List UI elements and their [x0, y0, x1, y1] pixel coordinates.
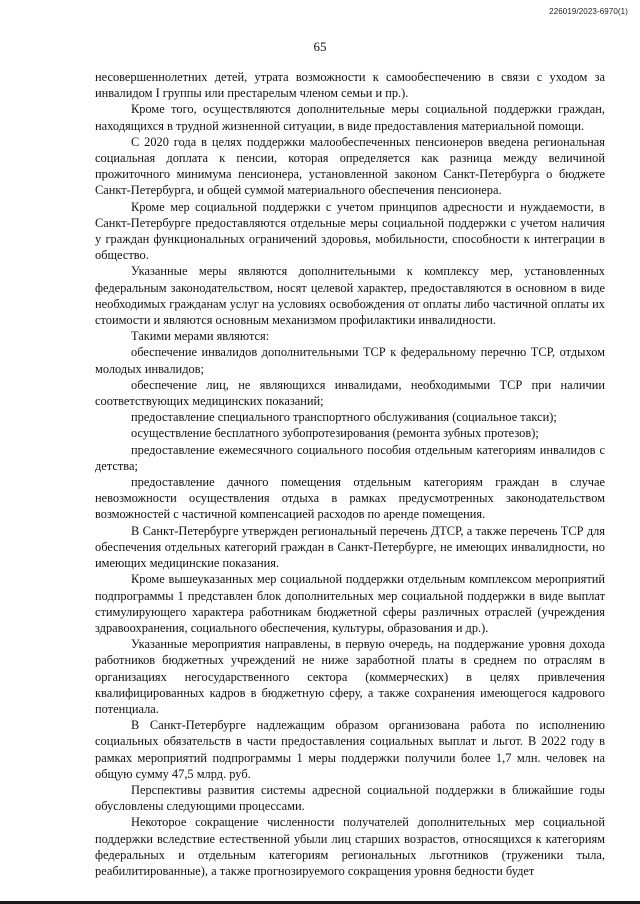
list-item-tsr-disabled: обеспечение инвалидов дополнительными ТСР к федеральному перечню ТСР, отдыхом молодых инвалидов;: [95, 345, 605, 376]
page-number: 65: [313, 39, 327, 54]
list-item-dental: осуществление бесплатного зубопротезирования (ремонта зубных протезов);: [131, 426, 539, 441]
list-item-monthly-allowance: предоставление ежемесячного социального пособия отдельным категориям инвалидов с детства;: [95, 442, 605, 473]
paragraph-measures-intro: Такими мерами являются:: [131, 329, 270, 344]
paragraph-recipient-reduction: Некоторое сокращение численности получателей дополнительных мер социальной поддержки вследствие естественной убыли лиц старших возрастов, относящихся к категориям федеральных и отдельным категориям региональных льготников (труженики тыла, реабилитированные), а также прогнозируемого сокращения уровня бедности будет: [95, 815, 605, 878]
paragraph-regional-list: В Санкт-Петербурге утвержден региональный перечень ДТСР, а также перечень ТСР для обеспечения отдельных категорий граждан в Санкт-Петербурге, не имеющих инвалидности, но имеющих медицинские показания.: [95, 523, 605, 571]
paragraph-income-support: Указанные мероприятия направлены, в первую очередь, на поддержание уровня дохода работников бюджетных учреждений не ниже заработной платы в среднем по отраслям в организациях негосударственного сектора (коммерческих) в целях привлечения квалифицированных кадров в бюджетную сферу, а также сохранения имеющегося кадрового потенциала.: [95, 637, 605, 716]
list-item-country-house: предоставление дачного помещения отдельным категориям граждан в случае невозможности осуществления отдыха в рамках предусмотренных законодательством возможностей с частичной компенсацией расходов по аренде помещения.: [95, 475, 605, 522]
paragraph-crisis-support: Кроме того, осуществляются дополнительные меры социальной поддержки граждан, находящихся в трудной жизненной ситуации, в виде предоставления материальной помощи.: [95, 102, 605, 133]
document-body: [95, 69, 605, 879]
registration-stamp: 226019/2023-6970(1): [549, 7, 628, 16]
paragraph-additional-measures: Указанные меры являются дополнительными к комплексу мер, установленных федеральным законодательством, носят целевой характер, предоставляются в основном в виде необходимых гражданам услуг на условиях освобождения от оплаты либо частичной оплаты их стоимости и являются основным механизмом профилактики инвалидности.: [95, 264, 605, 328]
paragraph-continuation: несовершеннолетних детей, утрата возможности к самообеспечению в связи с уходом за инвалидом I группы или престарелым членом семьи и пр.).: [95, 70, 605, 101]
paragraph-2022-results: В Санкт-Петербурге надлежащим образом организована работа по исполнению социальных обязательств в части предоставления социальных выплат и льгот. В 2022 году в рамках мероприятий подпрограммы 1 меры поддержки получили более 1,7 млн. человек на общую сумму 47,5 млрд. руб.: [95, 718, 605, 781]
paragraph-prospects: Перспективы развития системы адресной социальной поддержки в ближайшие годы обусловлены следующими процессами.: [95, 782, 605, 814]
paragraph-targeted-measures: Кроме мер социальной поддержки с учетом принципов адресности и нуждаемости, в Санкт-Петербурге предоставляются отдельные меры социальной поддержки с учетом наличия у граждан функциональных ограничений здоровья, мобильности, способности к интеграции в общество.: [95, 199, 605, 263]
list-item-tsr-non-disabled: обеспечение лиц, не являющихся инвалидами, необходимыми ТСР при наличии соответствующих медицинских показаний;: [95, 377, 605, 409]
paragraph-pension-supplement: С 2020 года в целях поддержки малообеспеченных пенсионеров введена региональная социальная доплата к пенсии, которая определяется как разница между величиной прожиточного минимума пенсионера, установленной законом Санкт-Петербурга о бюджете Санкт-Петербурга, и общей суммой материального обеспечения пенсионера.: [95, 134, 605, 198]
paragraph-incentive-payments: Кроме вышеуказанных мер социальной поддержки отдельным комплексом мероприятий подпрограммы 1 представлен блок дополнительных мер социальной поддержки в виде выплат стимулирующего характера работникам бюджетной сферы различных отраслей (учреждения здравоохранения, социального обеспечения, культуры, образования и др.).: [95, 572, 605, 635]
list-item-social-taxi: предоставление специального транспортного обслуживания (социальное такси);: [131, 410, 557, 425]
